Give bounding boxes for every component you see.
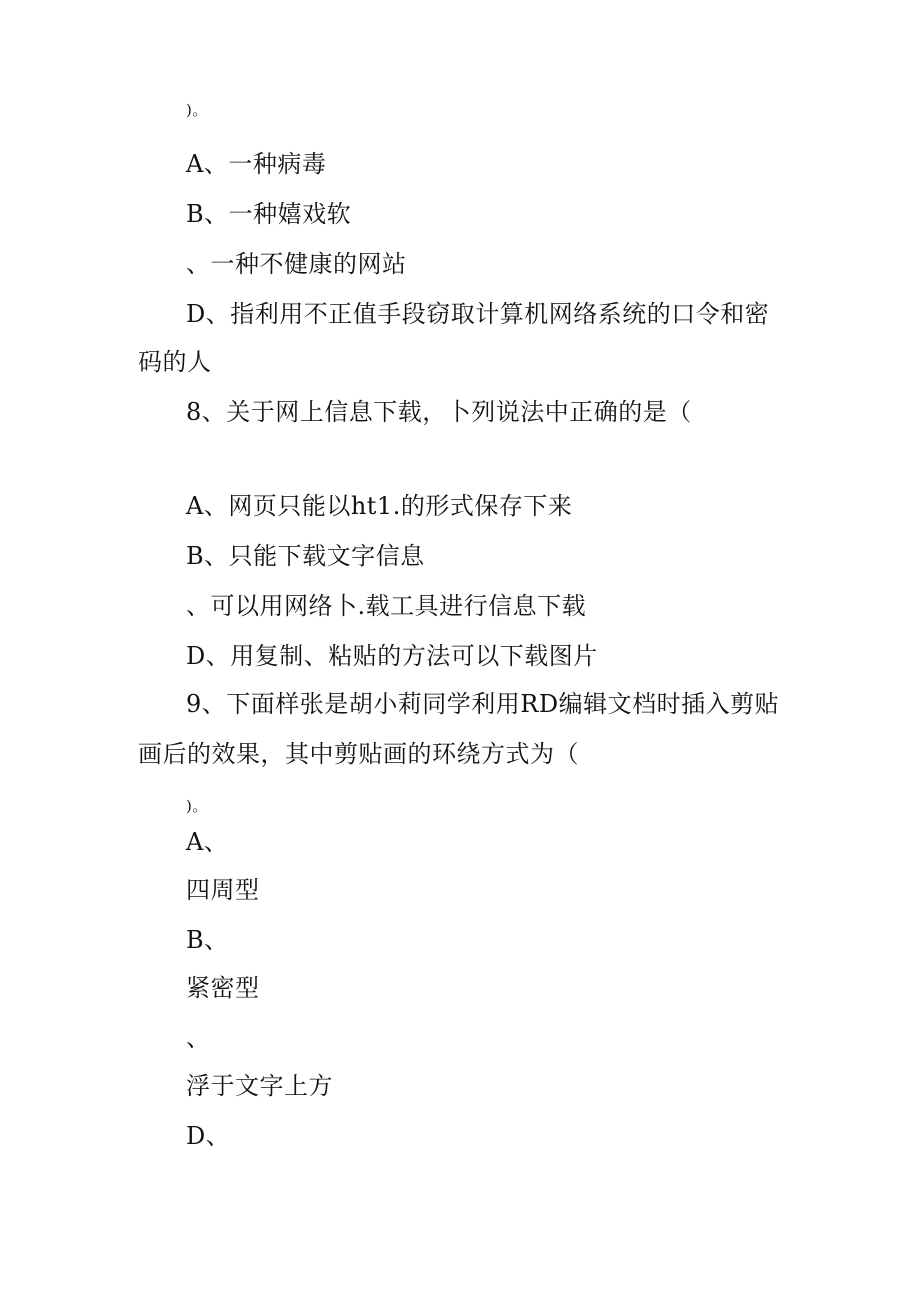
option-d-continued: 码的人 <box>138 348 212 376</box>
option-a: A、一种病毒 <box>186 150 327 178</box>
option-b-text: 紧密型 <box>186 974 260 1002</box>
option-b: B、一种嬉戏软 <box>186 200 352 228</box>
option-c-label: 、 <box>186 1024 211 1052</box>
question-8: 8、关于网上信息下载，卜列说法中正确的是（ <box>186 398 692 426</box>
option-c-text: 浮于文字上方 <box>186 1072 333 1100</box>
option-a: A、网页只能以ht1.的形式保存下来 <box>186 492 573 520</box>
question-9: 9、下面样张是胡小莉同学利用RD编辑文档时插入剪贴 <box>186 690 780 718</box>
option-b-label: B、 <box>186 926 229 954</box>
option-a-text: 四周型 <box>186 876 260 904</box>
option-d: D、用复制、粘贴的方法可以下载图片 <box>186 642 598 670</box>
option-d: D、指利用不正值手段窃取计算机网络系统的口令和密 <box>186 300 770 328</box>
text-line: )。 <box>186 101 208 119</box>
option-c: 、一种不健康的网站 <box>186 250 407 278</box>
text-line: )。 <box>186 797 208 815</box>
option-a-label: A、 <box>186 828 229 856</box>
question-9-continued: 画后的效果，其中剪贴画的环绕方式为（ <box>138 740 579 768</box>
option-c: 、可以用网络卜.载工具进行信息下载 <box>186 592 587 620</box>
option-b: B、只能下载文字信息 <box>186 542 425 570</box>
option-d-label: D、 <box>186 1122 231 1150</box>
